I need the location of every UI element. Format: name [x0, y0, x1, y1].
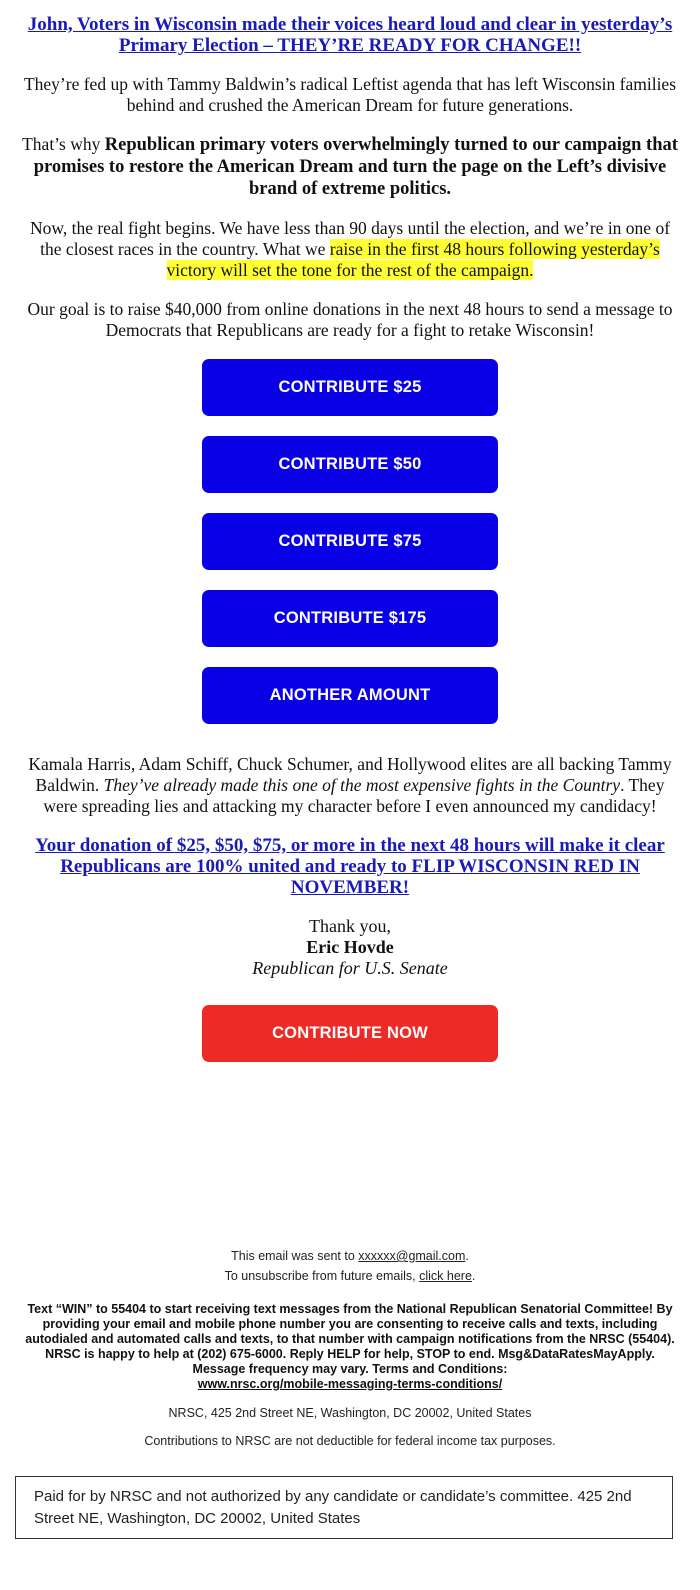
- sent-to-suffix: .: [465, 1249, 469, 1263]
- mailing-address: NRSC, 425 2nd Street NE, Washington, DC 20002, United States: [168, 1406, 532, 1420]
- contribute-50-button[interactable]: CONTRIBUTE $50: [202, 436, 498, 493]
- paragraph-primary: [20, 134, 680, 200]
- contribute-175-button[interactable]: CONTRIBUTE $175: [202, 590, 498, 647]
- contribute-now-button[interactable]: CONTRIBUTE NOW: [202, 1005, 498, 1062]
- sent-to-prefix: This email was sent to: [231, 1249, 359, 1263]
- donation-buttons: [20, 359, 680, 724]
- paragraph-fight-lead: Now, the real fight begins. We have less than 90 days until the election, and we’re in one of the closest races in the country. What we: [29, 218, 671, 259]
- paragraph-goal: Our goal is to raise $40,000 from online donations in the next 48 hours to send a message to Democrats that Republicans are ready for a fight to retake Wisconsin!: [27, 299, 673, 340]
- highlighted-text: raise in the first 48 hours following yesterday’s victory will set the tone for the rest of the campaign.: [166, 239, 660, 280]
- paragraph-primary-lead: That’s why: [22, 134, 105, 154]
- terms-conditions-link[interactable]: www.nrsc.org/mobile-messaging-terms-conditions/: [197, 1377, 503, 1391]
- signature-thanks: Thank you,: [309, 916, 391, 936]
- signature-name: Eric Hovde: [306, 937, 394, 957]
- headline-link[interactable]: John, Voters in Wisconsin made their voices heard loud and clear in yesterday’s Primary Election – THEY’RE READY FOR CHANGE!!: [27, 14, 673, 56]
- paragraph-opponents-tail: . They were spreading lies and attacking my character before I even announced my candidacy!: [43, 775, 665, 816]
- donation-cta-link[interactable]: Your donation of $25, $50, $75, or more in the next 48 hours will make it clear Republicans are 100% united and ready to FLIP WISCONSIN RED IN NOVEMBER!: [35, 835, 665, 898]
- paragraph-opponents: [20, 754, 680, 817]
- signature: [20, 916, 680, 979]
- tax-disclaimer: Contributions to NRSC are not deductible for federal income tax purposes.: [144, 1434, 556, 1448]
- sms-legal-text: [24, 1302, 676, 1392]
- unsubscribe-line: [0, 1266, 700, 1286]
- contribute-25-button[interactable]: CONTRIBUTE $25: [202, 359, 498, 416]
- unsubscribe-suffix: .: [471, 1269, 476, 1283]
- donation-cta: [20, 835, 680, 898]
- contribute-75-button[interactable]: CONTRIBUTE $75: [202, 513, 498, 570]
- paragraph-fight: [20, 218, 680, 281]
- paid-for-disclaimer-box: [15, 1476, 673, 1539]
- unsubscribe-prefix: To unsubscribe from future emails,: [224, 1269, 420, 1283]
- sent-to-line: [0, 1246, 700, 1266]
- headline: [20, 14, 680, 56]
- footer: [0, 1246, 700, 1448]
- another-amount-button[interactable]: ANOTHER AMOUNT: [202, 667, 498, 724]
- paid-for-disclaimer: Paid for by NRSC and not authorized by any candidate or candidate’s committee. 425 2nd Street NE, Washington, DC 20002, United States: [34, 1487, 632, 1527]
- recipient-email-link[interactable]: xxxxxx@gmail.com: [358, 1249, 466, 1263]
- paragraph-primary-bold: Republican primary voters overwhelmingly turned to our campaign that promises to restore the American Dream and turn the page on the Left’s divisive brand of extreme politics.: [33, 135, 678, 199]
- sms-legal-body: Text “WIN” to 55404 to start receiving text messages from the National Republican Senatorial Committee! By providing your email and mobile phone number you are consenting to receive calls and texts, including autodialed and automated calls and texts, to that number with campaign notifications from the NRSC (55404). NRSC is happy to help at (202) 675-6000. Reply HELP for help, STOP to end. Msg&DataRatesMayApply. Message frequency may vary. Terms and Conditions:: [25, 1302, 675, 1376]
- paragraph-opponents-italic: They’ve already made this one of the most expensive fights in the Country: [103, 775, 621, 795]
- unsubscribe-link[interactable]: click here: [419, 1269, 472, 1283]
- email-body: [20, 0, 680, 1062]
- signature-role: Republican for U.S. Senate: [252, 958, 448, 978]
- paragraph-intro: They’re fed up with Tammy Baldwin’s radical Leftist agenda that has left Wisconsin families behind and crushed the American Dream for future generations.: [23, 74, 677, 115]
- paragraph-opponents-lead: Kamala Harris, Adam Schiff, Chuck Schumer, and Hollywood elites are all backing Tammy Baldwin.: [28, 754, 672, 795]
